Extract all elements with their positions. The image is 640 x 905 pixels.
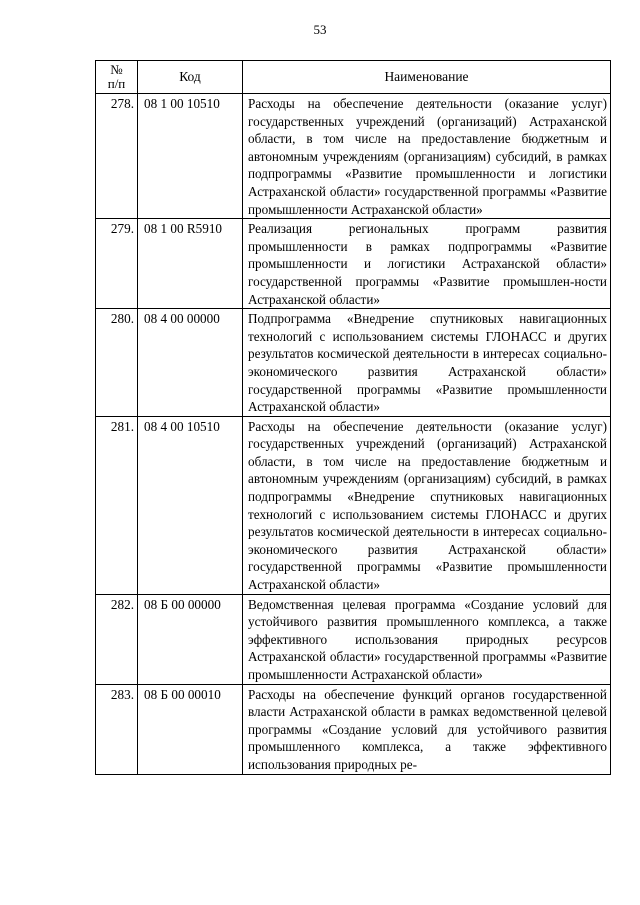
row-code: 08 4 00 00000 (138, 309, 243, 417)
row-name: Подпрограмма «Внедрение спутниковых навигационных технологий с использованием системы ГЛОНАСС и других результатов космической деятельности в интересах социально-экономического развития Астраханской области» государственной программы «Развитие промышленности Астраханской области» (243, 309, 611, 417)
row-name: Реализация региональных программ развития промышленности в рамках подпрограммы «Развитие промышленности и логистики Астраханской области» государственной программы «Развитие промышлен-ности Астраханской области» (243, 219, 611, 309)
row-name: Ведомственная целевая программа «Создание условий для устойчивого развития промышленного комплекса, а также эффективного использования природных ресурсов Астраханской области» государственной программы «Развитие промышленности Астраханской области» (243, 594, 611, 684)
table-row (96, 94, 611, 219)
header-number: № п/п (96, 61, 138, 94)
row-code: 08 1 00 10510 (138, 94, 243, 219)
row-number: 280. (96, 309, 138, 417)
table-row (96, 684, 611, 774)
row-number: 283. (96, 684, 138, 774)
row-name: Расходы на обеспечение деятельности (оказание услуг) государственных учреждений (организаций) Астраханской области, в том числе на предоставление бюджетным и автономным учреждениям (организациям) субсидий, в рамках подпрограммы «Внедрение спутниковых навигационных технологий с использованием системы ГЛОНАСС и других результатов космической деятельности в интересах социально-экономического развития Астраханской области» государственной программы «Развитие промышленности Астраханской области» (243, 416, 611, 594)
budget-classification-table (95, 60, 611, 775)
table-row (96, 416, 611, 594)
row-name: Расходы на обеспечение функций органов государственной власти Астраханской области в рамках ведомственной целевой программы «Создание условий для устойчивого развития промышленного комплекса, а также эффективного использования природных ре- (243, 684, 611, 774)
row-code: 08 4 00 10510 (138, 416, 243, 594)
page-number: 53 (313, 22, 327, 37)
row-code: 08 Б 00 00000 (138, 594, 243, 684)
table-header-row (96, 61, 611, 94)
header-code: Код (138, 61, 243, 94)
row-name: Расходы на обеспечение деятельности (оказание услуг) государственных учреждений (организаций) Астраханской области, в том числе на предоставление бюджетным и автономным учреждениям (организациям) субсидий, в рамках подпрограммы «Развитие промышленности и логистики Астраханской области» государственной программы «Развитие промышленности Астраханской области» (243, 94, 611, 219)
row-code: 08 Б 00 00010 (138, 684, 243, 774)
row-code: 08 1 00 R5910 (138, 219, 243, 309)
row-number: 278. (96, 94, 138, 219)
row-number: 282. (96, 594, 138, 684)
header-name: Наименование (243, 61, 611, 94)
table-row (96, 594, 611, 684)
row-number: 281. (96, 416, 138, 594)
row-number: 279. (96, 219, 138, 309)
table-row (96, 309, 611, 417)
table-row (96, 219, 611, 309)
